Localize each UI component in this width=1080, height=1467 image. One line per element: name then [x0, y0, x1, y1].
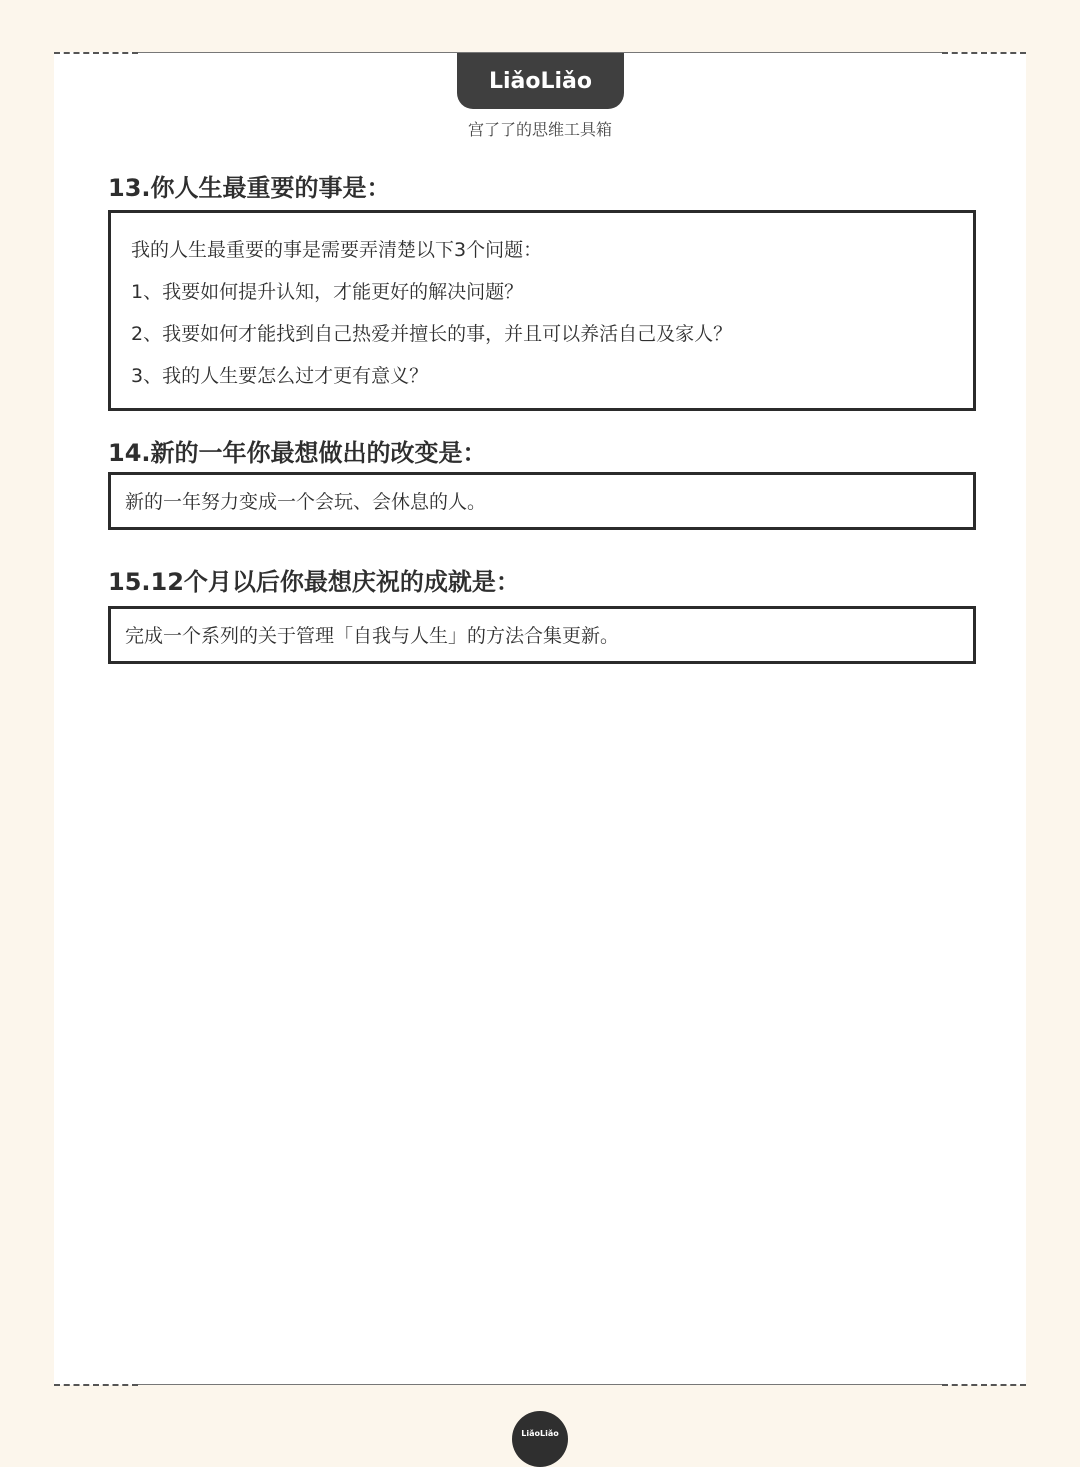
brand-logo-text: LiǎoLiǎo [488, 68, 593, 94]
bottom-border-line [138, 1384, 942, 1385]
top-dashed-border-left [54, 52, 138, 54]
question-15-heading: 15.12个月以后你最想庆祝的成就是： [108, 568, 520, 596]
question-13-answer-line: 3、我的人生要怎么过才更有意义？ [131, 365, 429, 387]
question-13-answer-line: 2、我要如何才能找到自己热爱并擅长的事，并且可以养活自己及家人？ [131, 323, 733, 345]
question-13-answer-line: 1、我要如何提升认知，才能更好的解决问题？ [131, 281, 524, 303]
question-14-heading: 14.新的一年你最想做出的改变是： [108, 439, 487, 467]
bottom-dashed-border-left [54, 1384, 138, 1386]
footer-logo-badge [512, 1411, 568, 1467]
top-dashed-border-right [942, 52, 1026, 54]
question-13-answer-line: 我的人生最重要的事是需要弄清楚以下3个问题： [131, 239, 543, 261]
question-15-answer-line: 完成一个系列的关于管理「自我与人生」的方法合集更新。 [125, 625, 620, 647]
footer-badge-text: LiǎoLiǎo [521, 1429, 559, 1438]
page-subtitle: 宫了了的思维工具箱 [467, 120, 612, 139]
question-14-answer-box [108, 472, 976, 530]
question-15-answer-box [108, 606, 976, 664]
question-13-heading: 13.你人生最重要的事是： [108, 174, 391, 202]
bottom-dashed-border-right [942, 1384, 1026, 1386]
question-14-answer-line: 新的一年努力变成一个会玩、会休息的人。 [125, 491, 487, 513]
question-13-answer-box [108, 210, 976, 411]
brand-logo [457, 53, 624, 109]
